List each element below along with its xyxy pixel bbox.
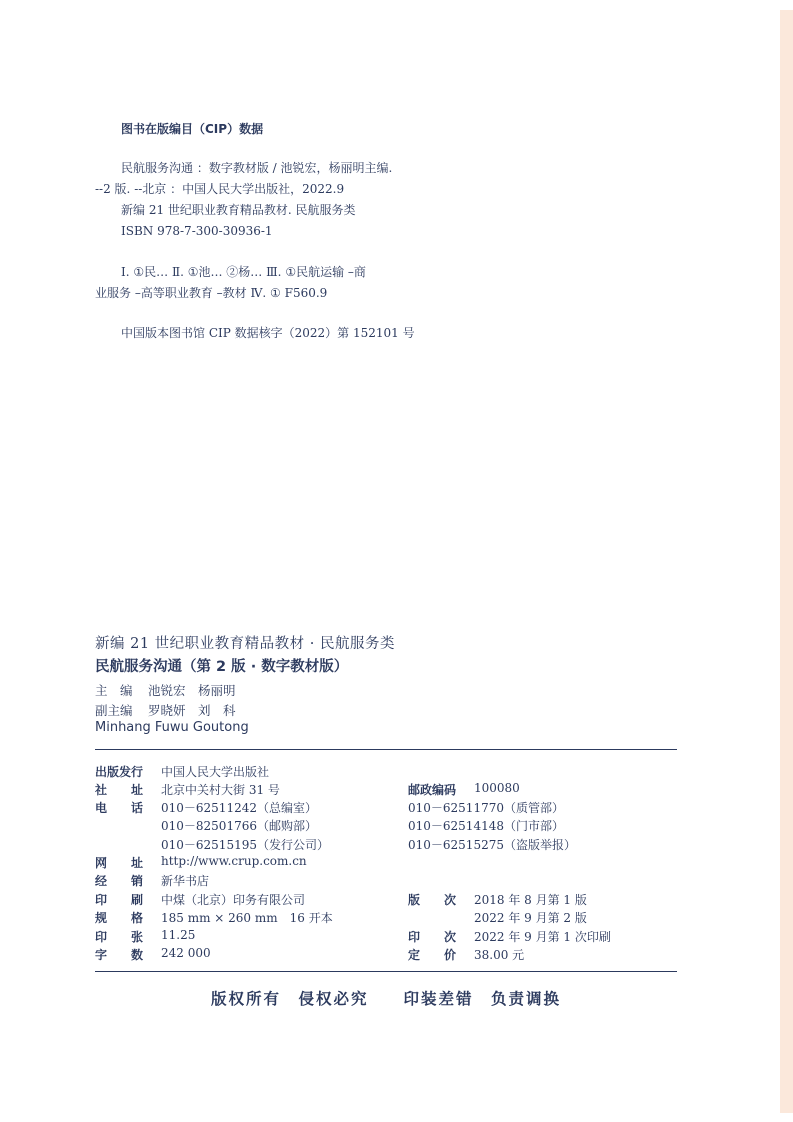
chief-editors: 池锐宏 杨丽明 [148,683,236,698]
cip-line: --2 版. --北京 ：中国人民大学出版社，2022.9 [95,182,345,196]
phone-label: 电 话 [95,801,144,815]
words-value: 242 000 [161,946,211,960]
printer-label: 印 刷 [95,893,144,907]
cip-line: 新编 21 世纪职业教育精品教材. 民航服务类 [121,203,356,217]
address-label: 社 址 [95,783,144,797]
distributor-label: 经 销 [95,874,144,888]
phone-value: 010－62511242（总编室） [161,801,317,815]
phone-value: 010－62515195（发行公司） [161,838,329,852]
copyright-notice: 版权所有 侵权必究 印装差错 负责调换 [210,989,561,1008]
cip-line: ISBN 978-7-300-30936-1 [121,224,273,238]
phone-value: 010－62515275（盗版举报） [408,838,576,852]
postcode-value: 100080 [474,781,520,795]
sheets-label: 印 张 [95,930,144,944]
divider-top [95,749,677,750]
divider-bottom [95,971,677,972]
format-label: 规 格 [95,911,144,925]
words-label: 字 数 [95,948,144,962]
edition-label: 版 次 [408,893,457,907]
address-value: 北京中关村大街 31 号 [161,783,280,797]
cip-title: 图书在版编目（CIP）数据 [121,122,264,136]
series-title: 新编 21 世纪职业教育精品教材 · 民航服务类 [95,636,395,652]
pinyin-title: Minhang Fuwu Goutong [95,720,249,735]
distributor-value: 新华书店 [161,874,210,888]
printer-value: 中煤（北京）印务有限公司 [161,893,306,907]
price-label: 定 价 [408,948,457,962]
cip-number-line: 中国版本图书馆 CIP 数据核字（2022）第 152101 号 [121,326,415,340]
printing-label: 印 次 [408,930,457,944]
phone-value: 010－62511770（质管部） [408,801,564,815]
edition-value: 2018 年 8 月第 1 版 [474,893,587,907]
book-title: 民航服务沟通（第 2 版 · 数字教材版） [95,659,349,675]
format-value: 185 mm × 260 mm 16 开本 [161,911,333,925]
cip-line: 业服务 –高等职业教育 –教材 Ⅳ. ① F560.9 [95,286,328,300]
printing-value: 2022 年 9 月第 1 次印刷 [474,930,611,944]
deputy-editor-label: 副主编 [95,703,133,718]
publisher-label: 出版发行 [95,765,144,779]
page-edge-strip [780,10,793,1113]
cip-line: Ⅰ. ①民… Ⅱ. ①池… ②杨… Ⅲ. ①民航运输 –商 [121,265,366,279]
chief-editor-label: 主 编 [95,683,133,698]
edition-value: 2022 年 9 月第 2 版 [474,911,587,925]
cip-line: 民航服务沟通 ：数字教材版 / 池锐宏，杨丽明主编. [121,161,393,175]
phone-value: 010－82501766（邮购部） [161,819,317,833]
phone-value: 010－62514148（门市部） [408,819,564,833]
publisher-value: 中国人民大学出版社 [161,765,270,779]
sheets-value: 11.25 [161,928,196,942]
deputy-editors: 罗晓妍 刘 科 [148,703,236,718]
postcode-label: 邮政编码 [408,783,457,797]
price-value: 38.00 元 [474,948,525,962]
website-link[interactable]: http://www.crup.com.cn [161,854,307,868]
website-label: 网 址 [95,856,144,870]
